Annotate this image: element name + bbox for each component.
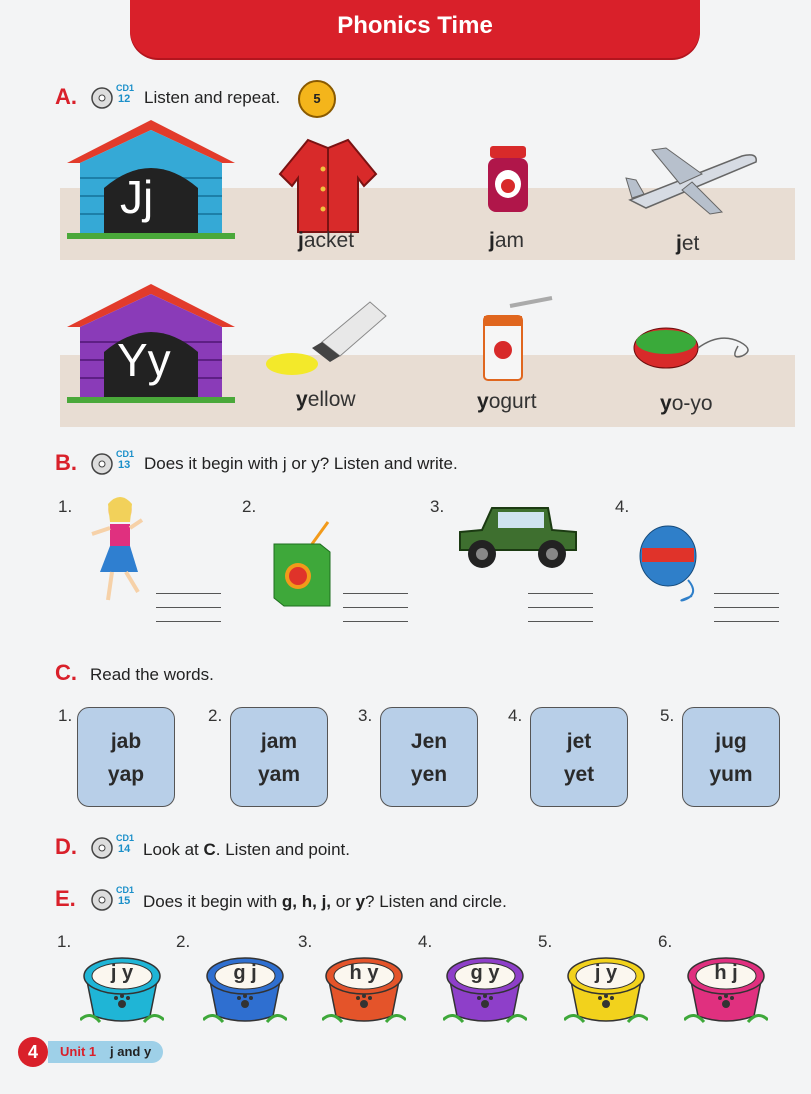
word-yo-yo: yo-yo	[660, 392, 713, 415]
cd-label: CD1	[116, 83, 135, 93]
letter-label-jj: Jj	[120, 171, 154, 223]
pet-bowl[interactable]	[203, 946, 287, 1016]
card-word-1: jam	[260, 730, 298, 753]
cd-icon[interactable]	[90, 452, 114, 476]
section-a-instruction: Listen and repeat.	[144, 88, 281, 107]
section-c-letter: C.	[55, 660, 77, 685]
word-card[interactable]	[682, 707, 780, 807]
section-b-instruction: Does it begin with j or y? Listen and write.	[144, 454, 458, 473]
pet-bowl-icon	[564, 946, 648, 1026]
jacket-icon	[268, 134, 388, 234]
track-number: 15	[118, 895, 131, 907]
page-title: Phonics Time	[337, 12, 493, 39]
item-number: 1.	[58, 497, 73, 516]
bowl-number: 3.	[298, 932, 313, 951]
unit-topic: j and y	[110, 1044, 152, 1059]
write-lines-3[interactable]	[528, 593, 593, 635]
pet-bowl-icon	[80, 946, 164, 1026]
write-lines-1[interactable]	[156, 593, 221, 635]
cd-label: CD1	[116, 885, 135, 895]
word-jacket: jacket	[298, 229, 355, 252]
bowl-number: 2.	[176, 932, 191, 951]
card-word-1: jug	[715, 730, 747, 753]
unit-tag	[48, 1041, 163, 1063]
word-jam: jam	[489, 229, 525, 252]
cd-icon[interactable]	[90, 888, 114, 912]
card-word-2: yet	[563, 763, 595, 786]
word-yogurt: yogurt	[477, 390, 537, 413]
bowl-number: 6.	[658, 932, 673, 951]
card-word-2: yen	[410, 763, 448, 786]
word-yellow: yellow	[296, 388, 356, 411]
card-word-2: yam	[257, 763, 301, 786]
cd-icon[interactable]	[90, 86, 114, 110]
audio-badge-number: 5	[313, 91, 321, 106]
pet-bowl-icon	[322, 946, 406, 1026]
juice-box-icon	[266, 520, 338, 610]
bowl-letters: j y	[594, 962, 618, 984]
card-word-1: jab	[110, 730, 142, 753]
item-number: 4.	[615, 497, 630, 516]
section-b-letter: B.	[55, 450, 77, 475]
letter-label-yy: Yy	[117, 334, 171, 386]
item-number: 3.	[430, 497, 445, 516]
word-jet: jet	[676, 232, 700, 255]
word-card[interactable]	[530, 707, 628, 807]
card-word-1: jet	[566, 730, 592, 753]
card-number: 4.	[508, 706, 523, 725]
word-card[interactable]	[230, 707, 328, 807]
write-lines-2[interactable]	[343, 593, 408, 635]
card-word-2: yap	[107, 763, 145, 786]
jeep-icon	[452, 500, 580, 572]
bowl-letters: h j	[714, 962, 738, 984]
pet-bowl-icon	[443, 946, 527, 1026]
word-card[interactable]	[77, 707, 175, 807]
section-e-letter: E.	[55, 886, 76, 911]
yo-yo-icon	[630, 322, 760, 372]
yogurt-cup-icon	[478, 294, 558, 384]
bowl-number: 1.	[57, 932, 72, 951]
write-lines-4[interactable]	[714, 593, 779, 635]
pet-bowl[interactable]	[443, 946, 527, 1016]
card-number: 1.	[58, 706, 73, 725]
word-card[interactable]	[380, 707, 478, 807]
page-number: 4	[18, 1037, 48, 1067]
bowl-number: 5.	[538, 932, 553, 951]
section-e-instruction: Does it begin with g, h, j, or y? Listen and circle.	[143, 892, 507, 911]
card-word-2: yum	[709, 763, 753, 786]
item-number: 2.	[242, 497, 257, 516]
pet-bowl[interactable]	[322, 946, 406, 1016]
cd-label: CD1	[116, 833, 135, 843]
card-word-1: Jen	[410, 730, 448, 753]
section-d-instruction: Look at C. Listen and point.	[143, 840, 350, 859]
section-c-instruction: Read the words.	[90, 665, 214, 684]
pet-bowl[interactable]	[684, 946, 768, 1016]
pet-bowl-icon	[203, 946, 287, 1026]
jet-plane-icon	[622, 138, 762, 218]
girl-jumping-icon	[80, 492, 150, 604]
cd-label: CD1	[116, 449, 135, 459]
track-number: 12	[118, 93, 131, 105]
unit-label: Unit 1	[60, 1044, 97, 1059]
bowl-letters: h y	[349, 962, 379, 984]
pet-bowl[interactable]	[564, 946, 648, 1016]
bowl-number: 4.	[418, 932, 433, 951]
yarn-ball-icon	[636, 520, 712, 602]
track-number: 14	[118, 843, 131, 855]
track-number: 13	[118, 459, 131, 471]
header-banner	[130, 0, 700, 58]
pet-bowl-icon	[684, 946, 768, 1026]
section-a-letter: A.	[55, 84, 77, 109]
cd-icon[interactable]	[90, 836, 114, 860]
audio-badge-icon[interactable]	[298, 80, 336, 118]
section-d-letter: D.	[55, 834, 77, 859]
card-number: 5.	[660, 706, 675, 725]
jam-jar-icon	[484, 146, 532, 214]
yellow-paint-tube-icon	[262, 298, 392, 380]
bowl-letters: g j	[233, 962, 257, 984]
pet-bowl[interactable]	[80, 946, 164, 1016]
card-number: 3.	[358, 706, 373, 725]
card-number: 2.	[208, 706, 223, 725]
bowl-letters: j y	[110, 962, 134, 984]
bowl-letters: g y	[470, 962, 500, 984]
